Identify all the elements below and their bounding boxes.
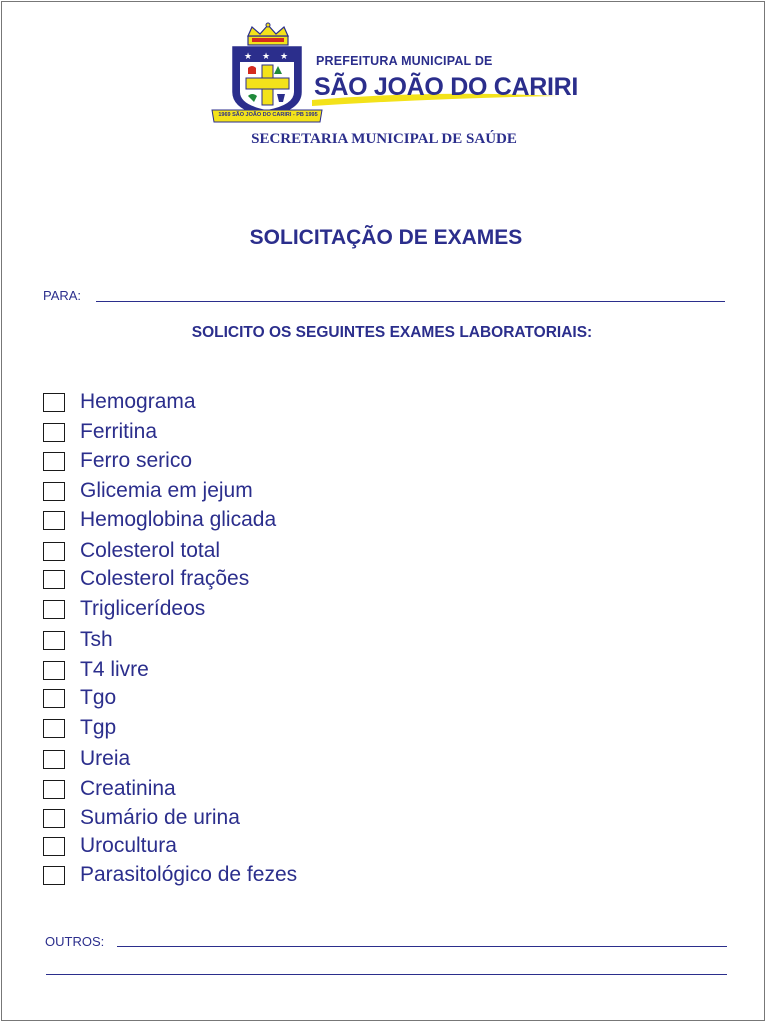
exam-checkbox[interactable] — [43, 661, 65, 680]
exam-item — [43, 778, 176, 800]
exam-item — [43, 509, 276, 531]
para-field-line[interactable] — [96, 301, 725, 302]
exam-item — [43, 540, 220, 562]
exam-item — [43, 568, 249, 590]
exam-checkbox[interactable] — [43, 750, 65, 769]
exam-item — [43, 629, 113, 651]
exam-checkbox[interactable] — [43, 631, 65, 650]
exam-label: Colesterol frações — [80, 567, 250, 590]
exam-checkbox[interactable] — [43, 780, 65, 799]
exam-checkbox[interactable] — [43, 452, 65, 471]
prefeitura-title: PREFEITURA MUNICIPAL DE — [316, 54, 493, 68]
exam-item — [43, 598, 205, 620]
exam-item — [43, 717, 116, 739]
exam-label: Triglicerídeos — [80, 597, 206, 620]
exam-item — [43, 748, 130, 770]
exam-checkbox[interactable] — [43, 689, 65, 708]
exam-item — [43, 450, 192, 472]
exam-checkbox[interactable] — [43, 482, 65, 501]
exam-label: Tgo — [80, 686, 117, 709]
outros-label: OUTROS: — [45, 934, 105, 949]
exam-label: Glicemia em jejum — [80, 479, 253, 502]
svg-text:★: ★ — [280, 52, 289, 62]
exam-checkbox[interactable] — [43, 600, 65, 619]
exam-item — [43, 864, 297, 886]
exam-label: Hemograma — [80, 390, 196, 413]
exam-checkbox[interactable] — [43, 393, 65, 412]
exam-item — [43, 421, 157, 443]
exam-label: Ferro serico — [80, 449, 193, 472]
exam-checkbox[interactable] — [43, 511, 65, 530]
exam-checkbox[interactable] — [43, 570, 65, 589]
exam-item — [43, 687, 116, 709]
logo-banner-text: 1969 SÃO JOÃO DO CARIRI - PB 1995 — [218, 112, 318, 118]
exam-label: Hemoglobina glicada — [80, 508, 277, 531]
crown-icon — [248, 23, 288, 45]
outros-field-line[interactable] — [117, 946, 727, 947]
exam-item — [43, 391, 196, 413]
exam-item — [43, 659, 149, 681]
exam-label: Urocultura — [80, 834, 177, 857]
exam-label: Creatinina — [80, 777, 176, 800]
exam-label: Tgp — [80, 716, 117, 739]
exam-item — [43, 480, 253, 502]
exam-checkbox[interactable] — [43, 866, 65, 885]
form-title: SOLICITAÇÃO DE EXAMES — [249, 226, 523, 249]
svg-text:★: ★ — [262, 52, 271, 62]
outros-field-line-2[interactable] — [46, 974, 727, 975]
svg-text:★: ★ — [244, 52, 253, 62]
exam-checkbox[interactable] — [43, 423, 65, 442]
exam-label: Parasitológico de fezes — [80, 863, 298, 886]
exam-checkbox[interactable] — [43, 719, 65, 738]
exam-label: Colesterol total — [80, 539, 221, 562]
exam-checkbox[interactable] — [43, 837, 65, 856]
municipal-logo — [210, 22, 579, 132]
exam-label: T4 livre — [80, 658, 149, 681]
secretaria-heading: SECRETARIA MUNICIPAL DE SAÚDE — [251, 131, 517, 147]
exam-checkbox[interactable] — [43, 542, 65, 561]
municipality-name: SÃO JOÃO DO CARIRI — [314, 73, 579, 101]
exam-item — [43, 807, 240, 829]
exam-label: Sumário de urina — [80, 806, 240, 829]
exam-label: Ferritina — [80, 420, 158, 443]
para-label: PARA: — [43, 288, 82, 303]
form-subtitle: SOLICITO OS SEGUINTES EXAMES LABORATORIAIS: — [191, 324, 593, 341]
exam-label: Tsh — [80, 628, 113, 651]
exam-checkbox[interactable] — [43, 809, 65, 828]
exam-label: Ureia — [80, 747, 131, 770]
exam-item — [43, 835, 177, 857]
